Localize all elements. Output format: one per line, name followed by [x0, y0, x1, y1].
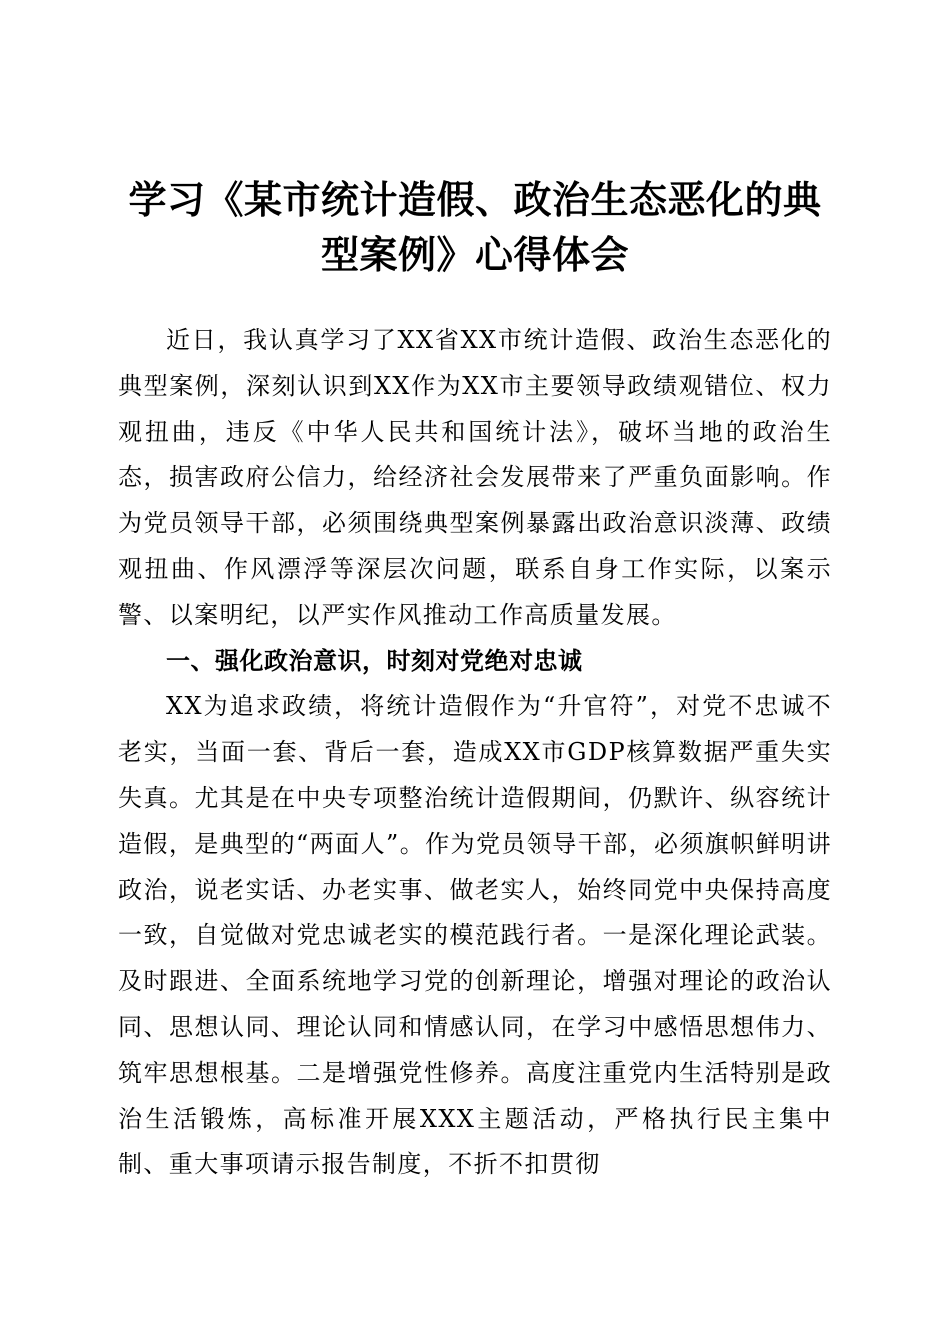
document-body: [118, 318, 832, 1188]
section-heading-1: 一、强化政治意识，时刻对党绝对忠诚: [166, 646, 583, 675]
section-1-paragraph: XX为追求政绩，将统计造假作为“升官符”，对党不忠诚不老实，当面一套、背后一套，造成XX市GDP核算数据严重失实失真。尤其是在中央专项整治统计造假期间，仍默许、纵容统计造假，是典型的“两面人”。作为党员领导干部，必须旗帜鲜明讲政治，说老实话、办老实事、做老实人，始终同党中央保持高度一致，自觉做对党忠诚老实的模范践行者。一是深化理论武装。及时跟进、全面系统地学习党的创新理论，增强对理论的政治认同、思想认同、理论认同和情感认同，在学习中感悟思想伟力、筑牢思想根基。二是增强党性修养。高度注重党内生活特别是政治生活锻炼，高标准开展XXX主题活动，严格执行民主集中制、重大事项请示报告制度，不折不扣贯彻: [118, 692, 832, 1179]
document-title: 学习《某市统计造假、政治生态恶化的典型案例》心得体会: [128, 177, 822, 277]
intro-paragraph: 近日，我认真学习了XX省XX市统计造假、政治生态恶化的典型案例，深刻认识到XX作为XX市主要领导政绩观错位、权力观扭曲，违反《中华人民共和国统计法》，破坏当地的政治生态，损害政府公信力，给经济社会发展带来了严重负面影响。作为党员领导干部，必须围绕典型案例暴露出政治意识淡薄、政绩观扭曲、作风漂浮等深层次问题，联系自身工作实际，以案示警、以案明纪，以严实作风推动工作高质量发展。: [118, 326, 832, 629]
